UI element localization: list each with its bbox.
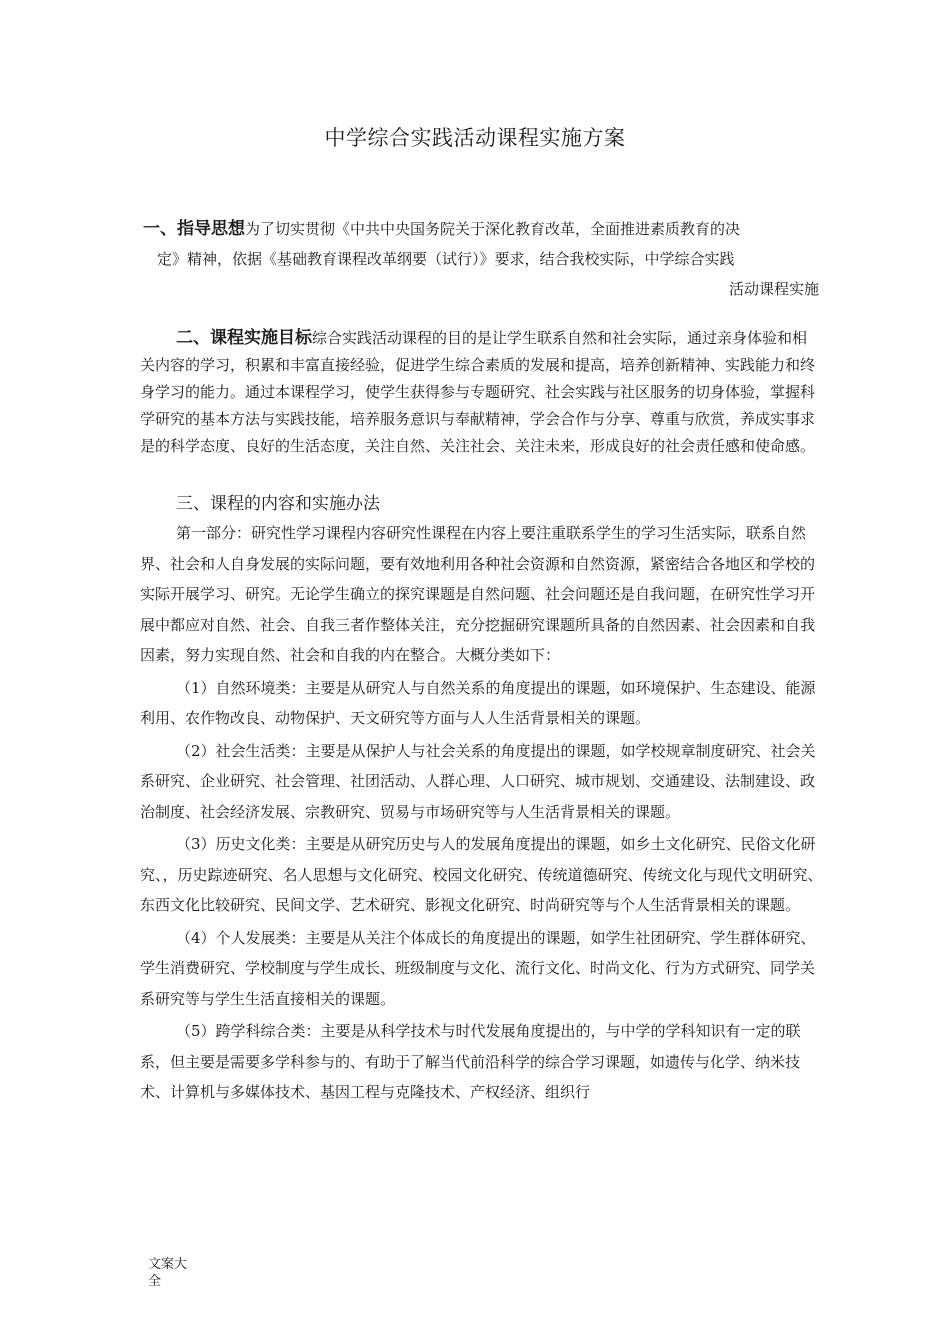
category-paragraph: （4）个人发展类：主要是从关注个体成长的角度提出的课题，如学生社团研究、学生群体研究、学生消费研究、学校制度与学生成长、班级制度与文化、流行文化、时尚文化、行为方式研究、同学关系研究等与学生生活直接相关的课题。 xyxy=(140,928,816,1008)
section1-text-line1: 为了切实贯彻《中共中央国务院关于深化教育改革，全面推进素质教育的决 xyxy=(245,220,741,238)
document-title: 中学综合实践活动课程实施方案 xyxy=(324,126,626,150)
section2-text: 综合实践活动课程的目的是让学生联系自然和社会实际，通过亲身体验和相关内容的学习，积累和丰富直接经验，促进学生综合素质的发展和提高，培养创新精神、实践能力和终身学习的能力。通过本课程学习，使学生获得参与专题研究、社会实践与社区服务的切身体验，掌握科学研究的基本方法与实践技能，培养服务意识与奉献精神，学会合作与分享、尊重与欣赏，养成实事求是的科学态度、良好的生活态度，关注自然、关注社会、关注未来，形成良好的社会责任感和使命感。 xyxy=(140,329,816,455)
part1-paragraph: 第一部分：研究性学习课程内容研究性课程在内容上要注重联系学生的学习生活实际，联系自然界、社会和人自身发展的实际问题，要有效地利用各种社会资源和自然资源，紧密结合各地区和学校的实际开展学习、研究。无论学生确立的探究课题是自然问题、社会问题还是自我问题，在研究性学习开展中都应对自然、社会、自我三者作整体关注，充分挖掘研究课题所具备的自然因素、社会因素和自我因素，努力实现自然、社会和自我的内在整合。大概分类如下： xyxy=(140,524,816,664)
category-paragraph: （5）跨学科综合类：主要是从科学技术与时代发展角度提出的，与中学的学科知识有一定的联系，但主要是需要多学科参与的、有助于了解当代前沿科学的综合学习课题，如遗传与化学、纳米技术、计算机与多媒体技术、基因工程与克隆技术、产权经济、组织行 xyxy=(140,1022,801,1101)
section-guiding-ideology xyxy=(143,214,819,304)
section2-heading: 二、课程实施目标 xyxy=(176,328,312,348)
section1-heading: 一、指导思想 xyxy=(143,219,245,239)
category-paragraph: （2）社会生活类：主要是从保护人与社会关系的角度提出的课题，如学校规章制度研究、社会关系研究、企业研究、社会管理、社团活动、人群心理、人口研究、城市规划、交通建设、法制建设、政治制度、社会经济发展、宗教研究、贸易与市场研究等与人生活背景相关的课题。 xyxy=(140,741,816,821)
section3-heading: 三、课程的内容和实施办法 xyxy=(176,494,380,514)
section1-text-line2: 定》精神，依据《基础教育课程改革纲要（试行）》要求，结合我校实际，中学综合实践 xyxy=(157,250,735,268)
section3-body xyxy=(140,518,824,1108)
section1-text-line3: 活动课程实施 xyxy=(728,280,819,298)
section-course-goals xyxy=(140,325,820,460)
page-footer: 文案大全 xyxy=(148,1257,188,1289)
category-paragraph: （3）历史文化类：主要是从研究历史与人的发展角度提出的课题，如乡土文化研究、民俗文化研究、，历史踪迹研究、名人思想与文化研究、校园文化研究、传统道德研究、传统文化与现代文明研究、东西文化比较研究、民间文学、艺术研究、影视文化研究、时尚研究等与个人生活背景相关的课题。 xyxy=(140,835,823,914)
category-paragraph: （1）自然环境类：主要是从研究人与自然关系的角度提出的课题，如环境保护、生态建设、能源利用、农作物改良、动物保护、天文研究等方面与人人生活背景相关的课题。 xyxy=(140,678,816,727)
